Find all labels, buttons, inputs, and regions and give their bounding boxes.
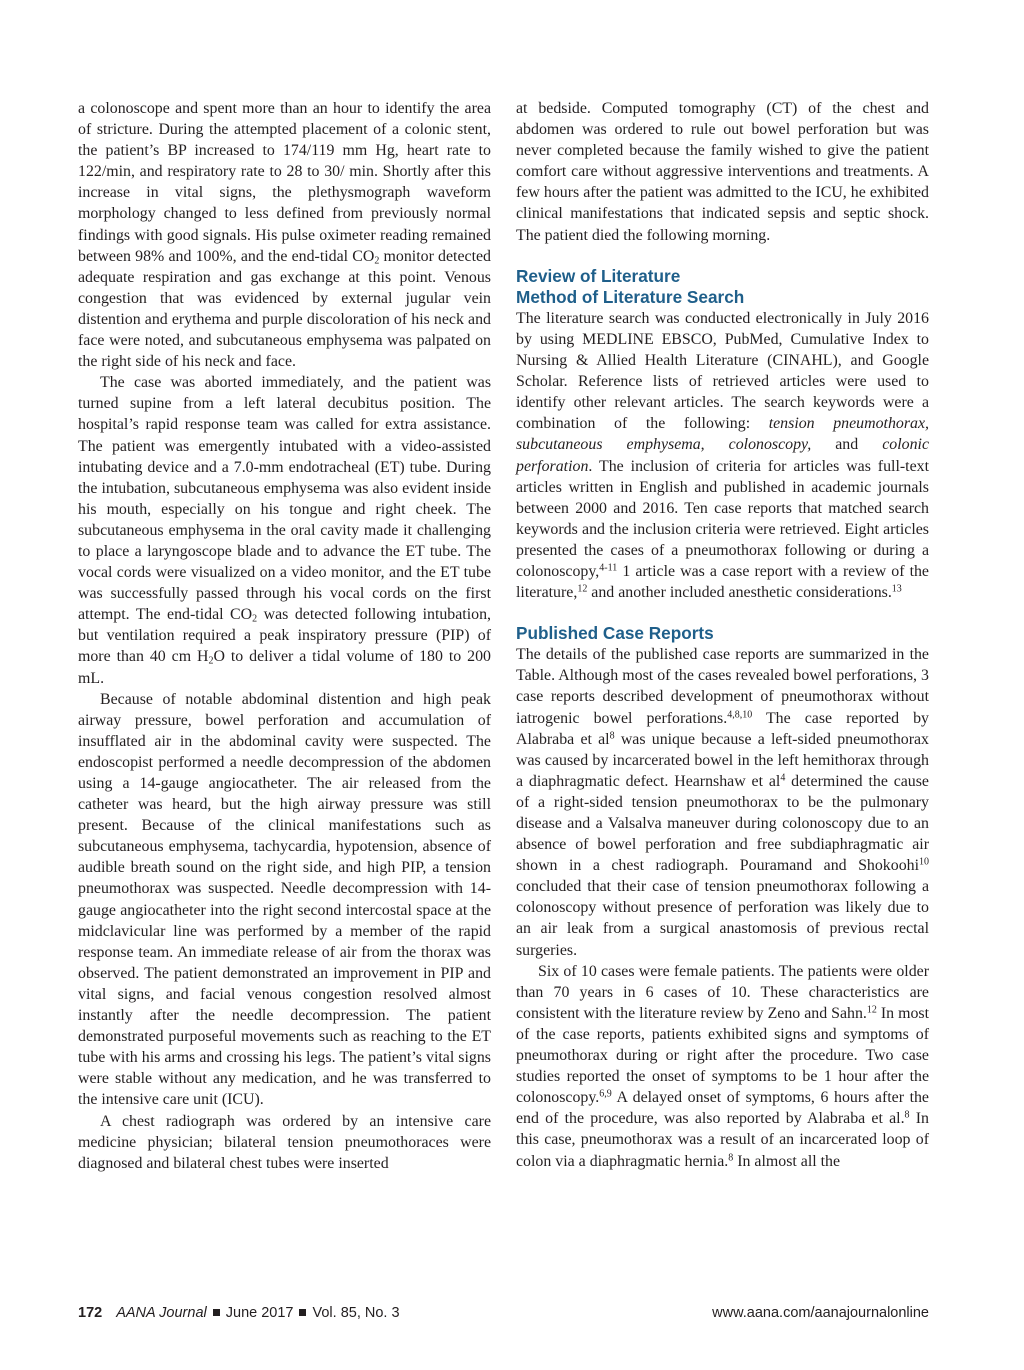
subscript: 2 bbox=[374, 255, 380, 267]
paragraph: A chest radiograph was ordered by an intensive care medicine physician; bilateral tension pneumothoraces were diagnosed and bilateral chest tubes were inserted bbox=[78, 1112, 491, 1172]
text-run: and bbox=[811, 436, 883, 454]
text-run: a colonoscope and spent more than an hour to identify the area of stricture. During the attempted placement of a colonic stent, the patient’s BP increased to 174/119 mm Hg, heart rate to 122/min, and respiratory rate to 28 to 30/ min. Shortly after this increase in vital signs, the plethysmograph waveform morphology changed to less defined from previously normal findings with good signals. His pulse oximeter reading remained between 98% and 100%, and the end-tidal CO bbox=[78, 100, 491, 265]
text-run: The case reported by Alabraba et al bbox=[516, 709, 930, 748]
journal-name: AANA Journal bbox=[116, 1305, 207, 1321]
citation: 4,8,10 bbox=[727, 709, 753, 721]
subsection-heading: Method of Literature Search bbox=[516, 286, 745, 307]
text-run: determined the cause of a right-sided tension pneumothorax to be the pulmonary disease and a Valsalva maneuver during colonoscopy due to an absence of bowel perforation and free subdiaphragmatic air shown in a chest radiograph. Pouramand and Shokoohi bbox=[516, 772, 929, 875]
citation: 4 bbox=[780, 772, 786, 784]
right-column bbox=[516, 98, 929, 1172]
paragraph bbox=[516, 308, 929, 603]
subscript: 2 bbox=[208, 655, 214, 667]
text-run: monitor detected adequate respiration and gas exchange at this point. Venous congestion that was evidenced by external jugular vein distention and erythema and purple discoloration of his neck and face were noted, and subcutaneous emphysema was palpated on the right side of his neck and face. bbox=[78, 247, 491, 371]
subsection-heading: Published Case Reports bbox=[516, 623, 714, 644]
journal-url-link[interactable]: www.aana.com/aanajournalonline bbox=[712, 1305, 929, 1321]
text-run: 1 article was a case report with a review of the literature, bbox=[516, 562, 929, 602]
left-column bbox=[78, 98, 491, 1174]
citation: 10 bbox=[919, 856, 929, 868]
text-run: was detected following intubation, but ventilation required a peak inspiratory pressure (PIP) of more than 40 cm H bbox=[78, 606, 491, 666]
citation: 12 bbox=[866, 1004, 877, 1016]
italic-keywords: colonic perforation bbox=[516, 436, 929, 475]
paragraph bbox=[78, 98, 491, 372]
citation: 8 bbox=[728, 1152, 734, 1163]
text-run: The details of the published case reports are summarized in the Table. Although most of the cases revealed bowel perforations, 3 case reports described development of pneumothorax without iatrogenic bowel perforations. bbox=[516, 646, 929, 727]
page-footer bbox=[78, 1305, 929, 1327]
paragraph: Because of notable abdominal distention and high peak airway pressure, bowel perforation and accumulation of insufflated air in the abdominal cavity were suspected. The endoscopist performed a needle decompression of the abdomen using a 14-gauge angiocatheter. The air released from the catheter was heard, but the high airway pressure was still present. Because of the clinical manifestations such as subcutaneous emphysema, tachycardia, hypotension, absence of audible breath sound on the right side, and high PIP, a tension pneumothorax was suspected. Needle decompression with 14-gauge angiocatheter into the right second intercostal space at the midclavicular line was performed by a member of the rapid response team. An immediate release of air from the thorax was observed. The patient demonstrated an improvement in PIP and vital signs, and facial venous congestion resolved almost instantly after the needle decompression. The patient demonstrated purposeful movements such as reaching to the ET tube with his arms and crossing his legs. The patient’s vital signs were stable without any medication, and he was transferred to the intensive care unit (ICU). bbox=[78, 690, 491, 1109]
section-heading: Review of Literature bbox=[516, 265, 681, 286]
text-run: In this case, pneumothorax was a result of an incarcerated loop of colon via a diaphragmatic hernia. bbox=[516, 1110, 929, 1170]
text-run: Six of 10 cases were female patients. The patients were older than 70 years in 6 cases of 10. These characteristics are consistent with the literature review by Zeno and Sahn. bbox=[516, 962, 929, 1022]
paragraph: at bedside. Computed tomography (CT) of the chest and abdomen was ordered to rule out bowel perforation but was never completed because the family wished to give the patient comfort care without aggressive interventions and treatments. A few hours after the patient was admitted to the ICU, he exhibited clinical manifestations that indicated sepsis and septic shock. The patient died the following morning. bbox=[516, 100, 929, 244]
separator-square-icon bbox=[299, 1309, 306, 1316]
text-run: O to deliver a tidal volume of 180 to 200 mL. bbox=[78, 648, 491, 687]
text-run: A delayed onset of symptoms, 6 hours after the end of the procedure, was also reported by Alabraba et al. bbox=[516, 1089, 929, 1128]
text-run: . The inclusion of criteria for articles was full-text articles written in English and published in academic journals between 2000 and 2016. Ten case reports that matched search keywords and the inclusion criteria were retrieved. Eight articles presented the cases of a pneumothorax following or during a colonoscopy, bbox=[516, 457, 929, 580]
citation: 12 bbox=[577, 583, 588, 595]
issue-date: June 2017 bbox=[225, 1305, 294, 1321]
text-run: The case was aborted immediately, and the patient was turned supine from a left lateral decubitus position. The hospital’s rapid response team was called for extra assistance. The patient was emergently intubated with a video-assisted intubating device and a 7.0-mm endotracheal (ET) tube. During the intubation, subcutaneous emphysema was also evident inside his mouth, especially on his tongue and right cheek. The subcutaneous emphysema in the oral cavity made it challenging to place a laryngoscope blade and to advance the ET tube. The vocal cords were visualized on a video monitor, and the ET tube was successfully passed through his vocal cords on the first attempt. The end-tidal CO bbox=[78, 374, 491, 624]
volume-info: Vol. 85, No. 3 bbox=[312, 1305, 400, 1321]
text-run: In most of the case reports, patients exhibited signs and symptoms of pneumothorax during or right after the procedure. Two case studies reported the onset of symptoms to be 1 hour after the colonoscopy. bbox=[516, 1004, 929, 1107]
text-run: The literature search was conducted electronically in July 2016 by using MEDLINE EBSCO, PubMed, Cumulative Index to Nursing & Allied Health Literature (CINAHL), and Google Scholar. Reference lists of retrieved articles were used to identify other relevant articles. The search keywords were a combination of the following: bbox=[516, 309, 929, 433]
citation: 8 bbox=[609, 730, 615, 742]
text-run: concluded that their case of tension pneumothorax following a colonoscopy without presence of perforation was likely due to an air leak from a surgical anastomosis of previous rectal surgeries. bbox=[516, 878, 929, 959]
italic-keywords: tension pneumothorax, subcutaneous emphysema, colonoscopy, bbox=[516, 415, 929, 454]
text-run: In almost all the bbox=[733, 1152, 841, 1170]
paragraph bbox=[78, 372, 491, 688]
citation: 6,9 bbox=[599, 1088, 612, 1100]
citation: 8 bbox=[904, 1109, 910, 1121]
text-run: and another included anesthetic considerations. bbox=[587, 584, 892, 602]
page-number: 172 bbox=[78, 1305, 103, 1321]
citation: 4-11 bbox=[599, 562, 618, 574]
separator-square-icon bbox=[213, 1309, 220, 1316]
paragraph bbox=[516, 961, 929, 1172]
subscript: 2 bbox=[252, 613, 258, 625]
paragraph bbox=[516, 644, 929, 960]
citation: 13 bbox=[891, 583, 902, 595]
text-run: was unique because a left-sided pneumothorax was caused by incarcerated bowel in the left hemithorax through a diaphragmatic defect. Hearnshaw et al bbox=[516, 730, 929, 790]
